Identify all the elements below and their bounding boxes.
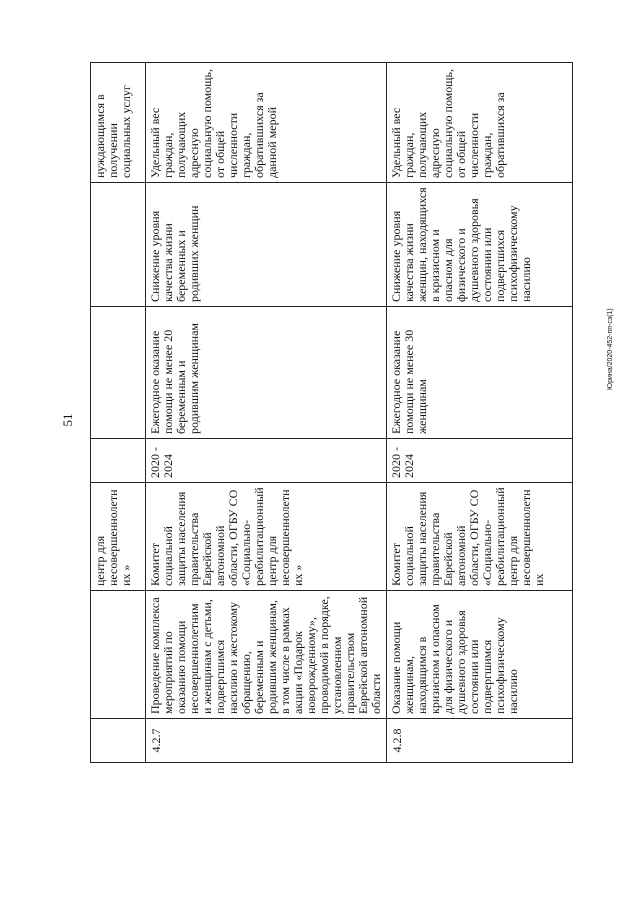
cell-indicator: Удельный вес граждан, получающих адресную социальную помощь, от общей численности граждан, обратившихся за данной мерой <box>146 63 387 183</box>
table-row <box>387 63 573 763</box>
cell-name <box>91 591 146 719</box>
measures-table-sheet <box>90 63 546 763</box>
cell-name: Проведение комплекса мероприятий по оказанию помощи несовершеннолетним и женщинам с детьми, подвергшимся насилию и жестокому обращению, беременным и родившим женщинам, в том числе в рамках акции «Подарок новорожденному», проводимой в порядке, установленном правительством Еврейской автономной области <box>146 591 387 719</box>
cell-term: 2020 - 2024 <box>387 439 573 483</box>
cell-num: 4.2.8 <box>387 719 573 763</box>
page-number: 51 <box>60 413 75 427</box>
cell-expected: Ежегодное оказание помощи не менее 20 беременным и родившим женщинам <box>146 307 387 439</box>
cell-indicator: нуждающимся в получении социальных услуг <box>91 63 146 183</box>
cell-result: Снижение уровня качества жизни женщин, находящихся в кризисном и опасном для физического и душевного здоровья состоянии или подвергшихся психофизическому насилию <box>387 183 573 307</box>
footer-note: Юрина/2020-452-пп-сз(1) <box>607 308 614 390</box>
cell-num <box>91 719 146 763</box>
cell-result <box>91 183 146 307</box>
cell-executor: центр для несовершеннолетних » <box>91 483 146 591</box>
cell-term <box>91 439 146 483</box>
cell-expected <box>91 307 146 439</box>
cell-num: 4.2.7 <box>146 719 387 763</box>
cell-term: 2020 - 2024 <box>146 439 387 483</box>
cell-executor: Комитет социальной защиты населения правительства Еврейской автономной области, ОГБУ СО «Социально-реабилитационный центр для несовершеннолетних <box>387 483 573 591</box>
cell-executor: Комитет социальной защиты населения правительства Еврейской автономной области, ОГБУ СО «Социально-реабилитационный центр для несовершеннолетних » <box>146 483 387 591</box>
cell-result: Снижение уровня качества жизни беременных и родивших женщин <box>146 183 387 307</box>
table-row <box>146 63 387 763</box>
cell-expected: Ежегодное оказание помощи не менее 30 женщинам <box>387 307 573 439</box>
cell-indicator: Удельный вес граждан, получающих адресную социальную помощь, от общей численности граждан, обратившихся за <box>387 63 573 183</box>
cell-name: Оказание помощи женщинам, находящимся в кризисном и опасном для физического и душевного здоровья состоянии или подвергшимся психофизическому насилию <box>387 591 573 719</box>
measures-table <box>90 62 573 763</box>
table-row-continuation <box>91 63 146 763</box>
